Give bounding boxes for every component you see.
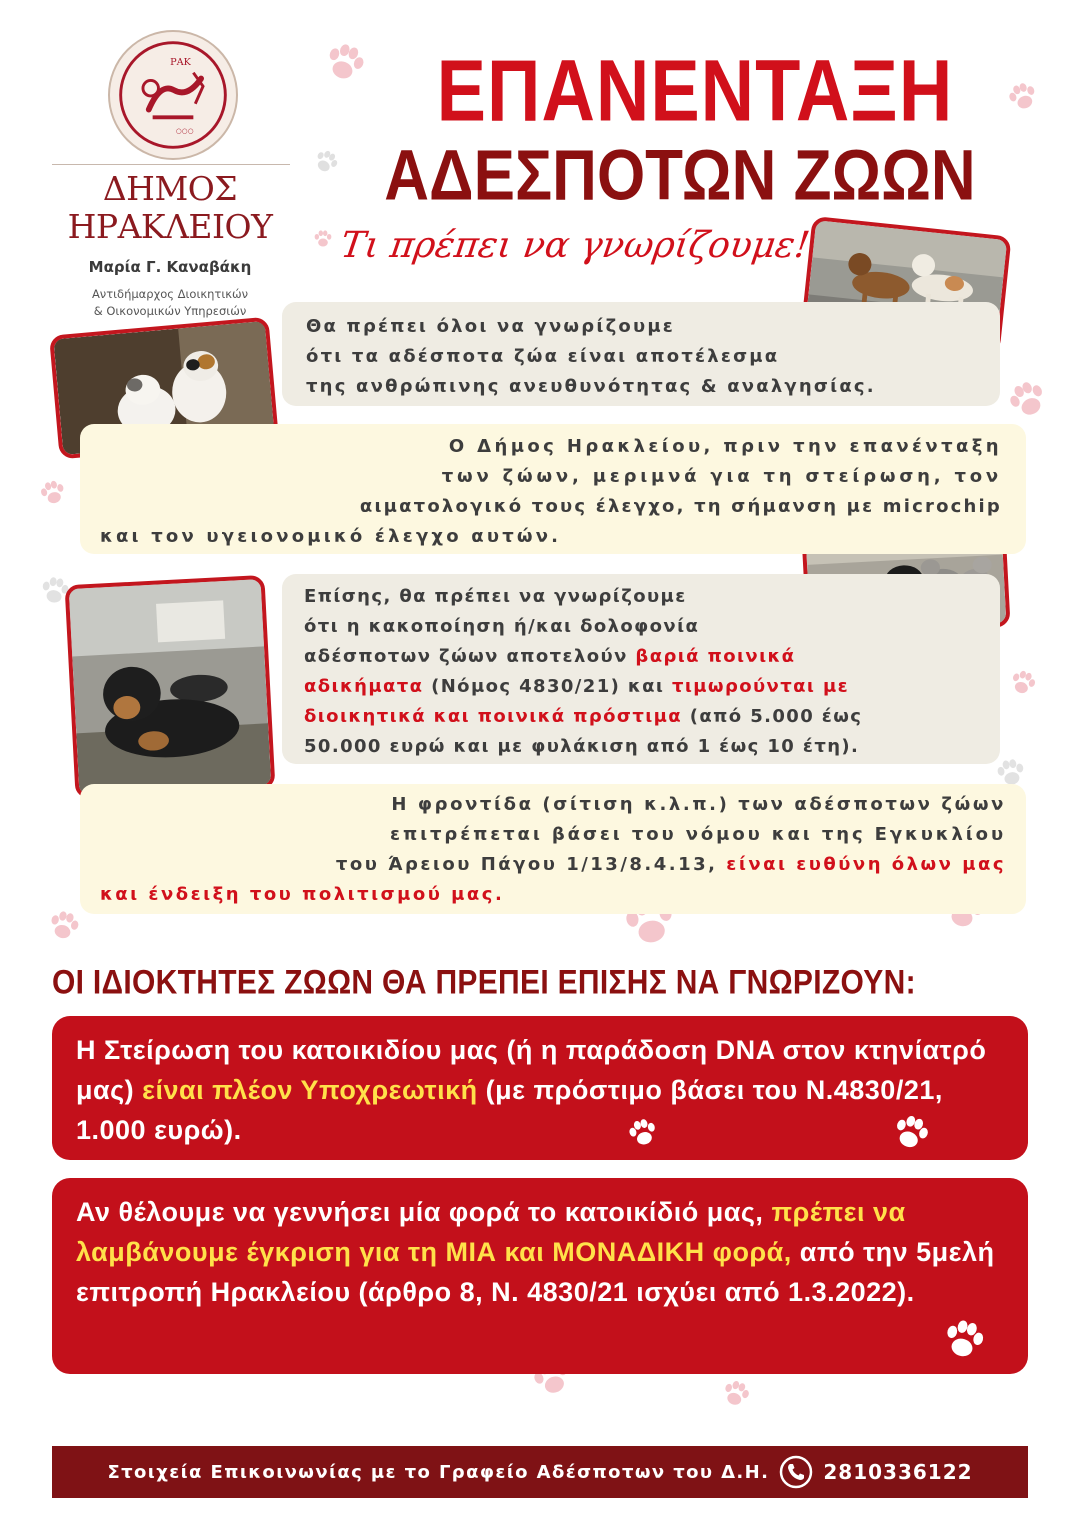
- paw-print-icon: [1004, 664, 1042, 702]
- info-block1-line2: ότι τα αδέσποτα ζώα είναι αποτέλεσμα: [306, 346, 780, 367]
- owners-box1-highlight: είναι πλέον Υποχρεωτική: [142, 1075, 478, 1105]
- heraklion-municipality-seal-icon: [108, 30, 238, 160]
- info-block3-line4-highlight-c: τιμωρούνται με: [671, 676, 850, 697]
- info-block3-line5: [304, 702, 1000, 732]
- info-block3-line6: 50.000 ευρώ και με φυλάκιση από 1 έως 10 έτη).: [304, 736, 860, 757]
- paw-print-icon: [35, 475, 72, 512]
- info-block4-line3-text: του Άρειου Πάγου 1/13/8.4.13,: [335, 854, 727, 875]
- info-block-irresponsibility: [282, 302, 1000, 406]
- official-role-line1: Αντιδήμαρχος Διοικητικών: [91, 287, 249, 301]
- info-block3-line4-text: (Νόμος 4830/21) και: [423, 676, 672, 697]
- municipality-line2: ΗΡΑΚΛΕΙΟΥ: [67, 207, 273, 246]
- dog-lying-photo: [65, 575, 276, 799]
- info-block3-line5-highlight: διοικητικά και ποινικά πρόστιμα: [304, 706, 683, 727]
- owners-section-heading: ΟΙ ΙΔΙΟΚΤΗΤΕΣ ΖΩΩΝ ΘΑ ΠΡΕΠΕΙ ΕΠΙΣΗΣ ΝΑ ΓΝΩΡΙΖΟΥΝ:: [52, 963, 916, 1002]
- municipality-name: [50, 170, 290, 246]
- info-block2-line3: αιματολογικό τους έλεγχο, τη σήμανση με microchip: [359, 496, 1002, 517]
- info-block3-line3-highlight: βαριά ποινικά: [635, 646, 796, 667]
- page-title-line2: ΑΔΕΣΠΟΤΩΝ ΖΩΩΝ: [384, 136, 976, 216]
- page-title-line1: ΕΠΑΝΕΝΤΑΞΗ: [436, 41, 954, 140]
- info-block3-line5-text: (από 5.000 έως: [682, 706, 863, 727]
- paw-print-icon: [935, 1311, 994, 1370]
- info-block4-line3-highlight: είναι ευθύνη όλων μας: [726, 854, 1006, 875]
- info-block2-line1: Ο Δήμος Ηρακλείου, πριν την επανένταξη: [448, 436, 1002, 457]
- info-block3-line3-text: αδέσποτων ζώων αποτελούν: [304, 646, 636, 667]
- paw-print-icon: [316, 34, 375, 93]
- owners-box2-text: Αν θέλουμε να γεννήσει μία φορά το κατοικίδιό μας,: [76, 1197, 772, 1227]
- official-role: [50, 286, 290, 320]
- info-block4-line4-highlight: και ένδειξη του πολιτισμού μας.: [100, 884, 505, 905]
- owners-sterilization-box: [52, 1016, 1028, 1160]
- page-subtitle: Τι πρέπει να γνωρίζουμε!: [338, 225, 813, 266]
- svg-text:○○○: ○○○: [175, 126, 194, 135]
- owners-box1-text: Η Στείρωση του κατοικιδίου μας (ή η παράδοση DNA στον κτηνίατρό μας): [76, 1035, 987, 1105]
- info-block3-line4-highlight-a: αδικήματα: [304, 676, 424, 697]
- owners-box2-text-end: από την 5μελή επιτροπή Ηρακλείου (άρθρο 8, Ν. 4830/21 ισχύει από 1.3.2022).: [76, 1237, 995, 1307]
- info-block3-line3: [304, 642, 1000, 672]
- paw-print-icon: [884, 1106, 938, 1160]
- info-block3-line2: ότι η κακοποίηση ή/και δολοφονία: [304, 616, 700, 637]
- owners-box2-highlight: πρέπει να λαμβάνουμε έγκριση για τη ΜΙΑ και ΜΟΝΑΔΙΚΗ φορά,: [76, 1197, 906, 1267]
- info-block3-line4: [304, 672, 1000, 702]
- paw-print-icon: [715, 1373, 756, 1414]
- info-block3-line1: Επίσης, θα πρέπει να γνωρίζουμε: [304, 586, 687, 607]
- info-block-feeding-responsibility: [80, 784, 1026, 914]
- svg-text:ΡΑΚ: ΡΑΚ: [170, 56, 191, 68]
- official-role-line2: & Οικονομικών Υπηρεσιών: [93, 304, 247, 318]
- contact-label: Στοιχεία Επικοινωνίας με το Γραφείο Αδέσποτων του Δ.Η.: [107, 1461, 770, 1483]
- owners-breeding-approval-box: [52, 1178, 1028, 1374]
- info-block4-line4: [100, 880, 1006, 910]
- phone-icon: [779, 1455, 813, 1489]
- info-block4-line1: Η φροντίδα (σίτιση κ.λ.π.) των αδέσποτων ζώων: [391, 794, 1006, 815]
- municipality-line1: ΔΗΜΟΣ: [102, 169, 238, 208]
- info-block1-line3: της ανθρώπινης ανευθυνότητας & αναλγησίας.: [306, 376, 876, 397]
- logo-divider: [52, 164, 290, 165]
- paw-print-icon: [42, 904, 86, 948]
- info-block1-line1: Θα πρέπει όλοι να γνωρίζουμε: [306, 316, 675, 337]
- info-block4-line2: επιτρέπεται βάσει του νόμου και της Εγκυκλίου: [390, 824, 1006, 845]
- info-block-municipality-care: [80, 424, 1026, 554]
- info-block-abuse-penalties: [282, 574, 1000, 764]
- paw-print-icon: [622, 1112, 664, 1154]
- contact-footer: [52, 1446, 1028, 1498]
- info-block2-line4: και τον υγειονομικό έλεγχο αυτών.: [100, 526, 562, 547]
- info-block2-line2: των ζώων, μεριμνά για τη στείρωση, τον: [441, 466, 1002, 487]
- info-block4-line3: [100, 850, 1006, 880]
- official-name: Μαρία Γ. Καναβάκη: [88, 258, 252, 276]
- phone-number[interactable]: 2810336122: [823, 1460, 973, 1484]
- paw-print-icon: [999, 371, 1057, 429]
- paw-print-icon: [312, 228, 334, 250]
- owners-box1-text-end: (με πρόστιμο βάσει του Ν.4830/21, 1.000 ευρώ).: [76, 1075, 943, 1145]
